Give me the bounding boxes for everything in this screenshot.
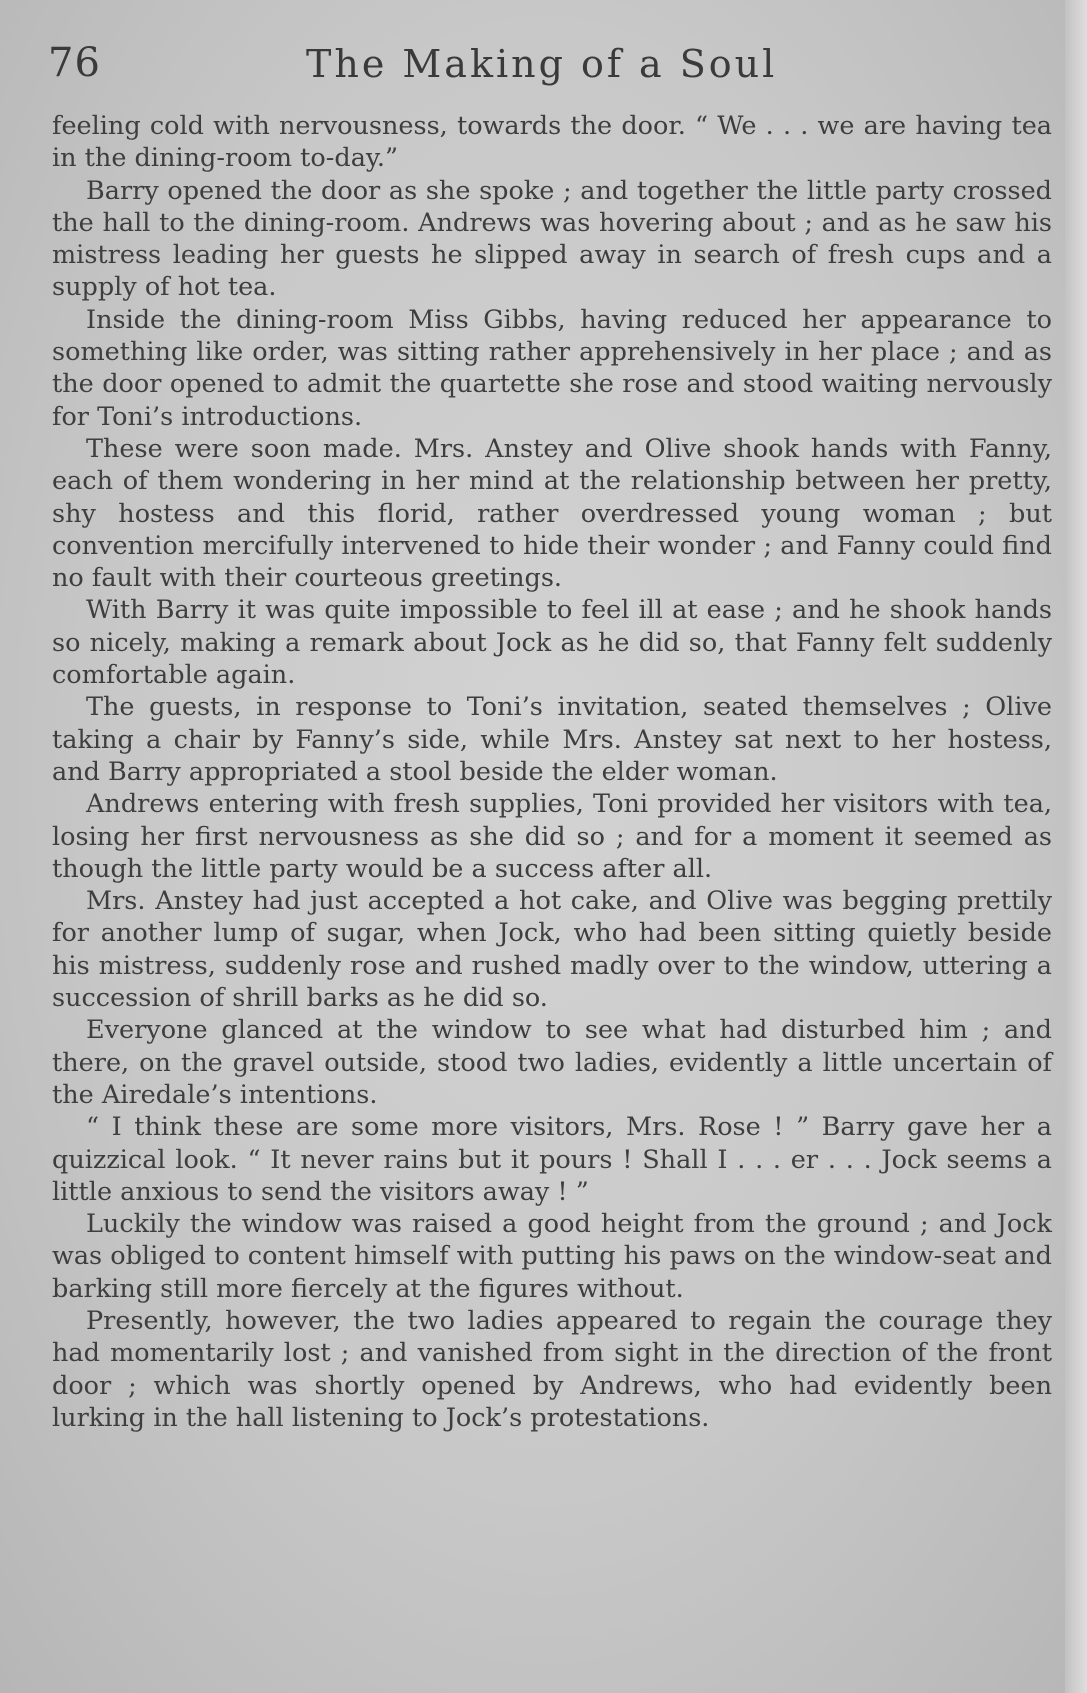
paragraph-5: With Barry it was quite impossible to feel ill at ease ; and he shook hands so nicely, making a remark about Jock as he did so, that Fanny felt suddenly comfortable again. — [52, 595, 1052, 691]
paragraph-6: The guests, in response to Toni’s invitation, seated themselves ; Olive taking a chair by Fanny’s side, while Mrs. Anstey sat next to her hostess, and Barry appropriated a stool beside the elder woman. — [52, 692, 1052, 787]
body-text — [52, 110, 1052, 1434]
paragraph-1: feeling cold with nervousness, towards the door. “ We . . . we are having tea in the dining-room to-day.” — [52, 111, 1052, 174]
paragraph-4: These were soon made. Mrs. Anstey and Olive shook hands with Fanny, each of them wondering in her mind at the relationship between her pretty, shy hostess and this florid, rather overdressed young woman ; but convention mercifully intervened to hide their wonder ; and Fanny could find no fault with their courteous greetings. — [52, 433, 1052, 594]
paragraph-12: Presently, however, the two ladies appeared to regain the courage they had momentarily lost ; and vanished from sight in the direction of the front door ; which was shortly opened by Andrews, who had evidently been lurking in the hall listening to Jock’s protestations. — [52, 1305, 1052, 1433]
paragraph-2: Barry opened the door as she spoke ; and together the little party crossed the hall to the dining-room. Andrews was hovering about ; and as he saw his mistress leading her guests he slipped away in search of fresh cups and a supply of hot tea. — [52, 175, 1052, 303]
paragraph-3: Inside the dining-room Miss Gibbs, having reduced her appearance to something like order, was sitting rather apprehensively in her place ; and as the door opened to admit the quartette she rose and stood waiting nervously for Toni’s introductions. — [52, 304, 1052, 432]
page-header — [48, 40, 1048, 90]
page-edge — [1065, 0, 1087, 1693]
paragraph-7: Andrews entering with fresh supplies, Toni provided her visitors with tea, losing her first nervousness as she did so ; and for a moment it seemed as though the little party would be a success after all. — [52, 789, 1052, 884]
page-number: 76 — [48, 40, 101, 86]
paragraph-10: “ I think these are some more visitors, Mrs. Rose ! ” Barry gave her a quizzical look. “ It never rains but it pours ! Shall I . . . er . . . Jock seems a little anxious to send the visitors away ! ” — [52, 1112, 1052, 1207]
paragraph-11: Luckily the window was raised a good height from the ground ; and Jock was obliged to content himself with putting his paws on the window-seat and barking still more fiercely at the figures without. — [52, 1209, 1052, 1304]
paragraph-8: Mrs. Anstey had just accepted a hot cake, and Olive was begging prettily for another lump of sugar, when Jock, who had been sitting quietly beside his mistress, suddenly rose and rushed madly over to the window, uttering a succession of shrill barks as he did so. — [52, 886, 1052, 1014]
running-title: The Making of a Soul — [306, 42, 778, 86]
paragraph-9: Everyone glanced at the window to see what had disturbed him ; and there, on the gravel outside, stood two ladies, evidently a little uncertain of the Airedale’s intentions. — [52, 1015, 1052, 1110]
